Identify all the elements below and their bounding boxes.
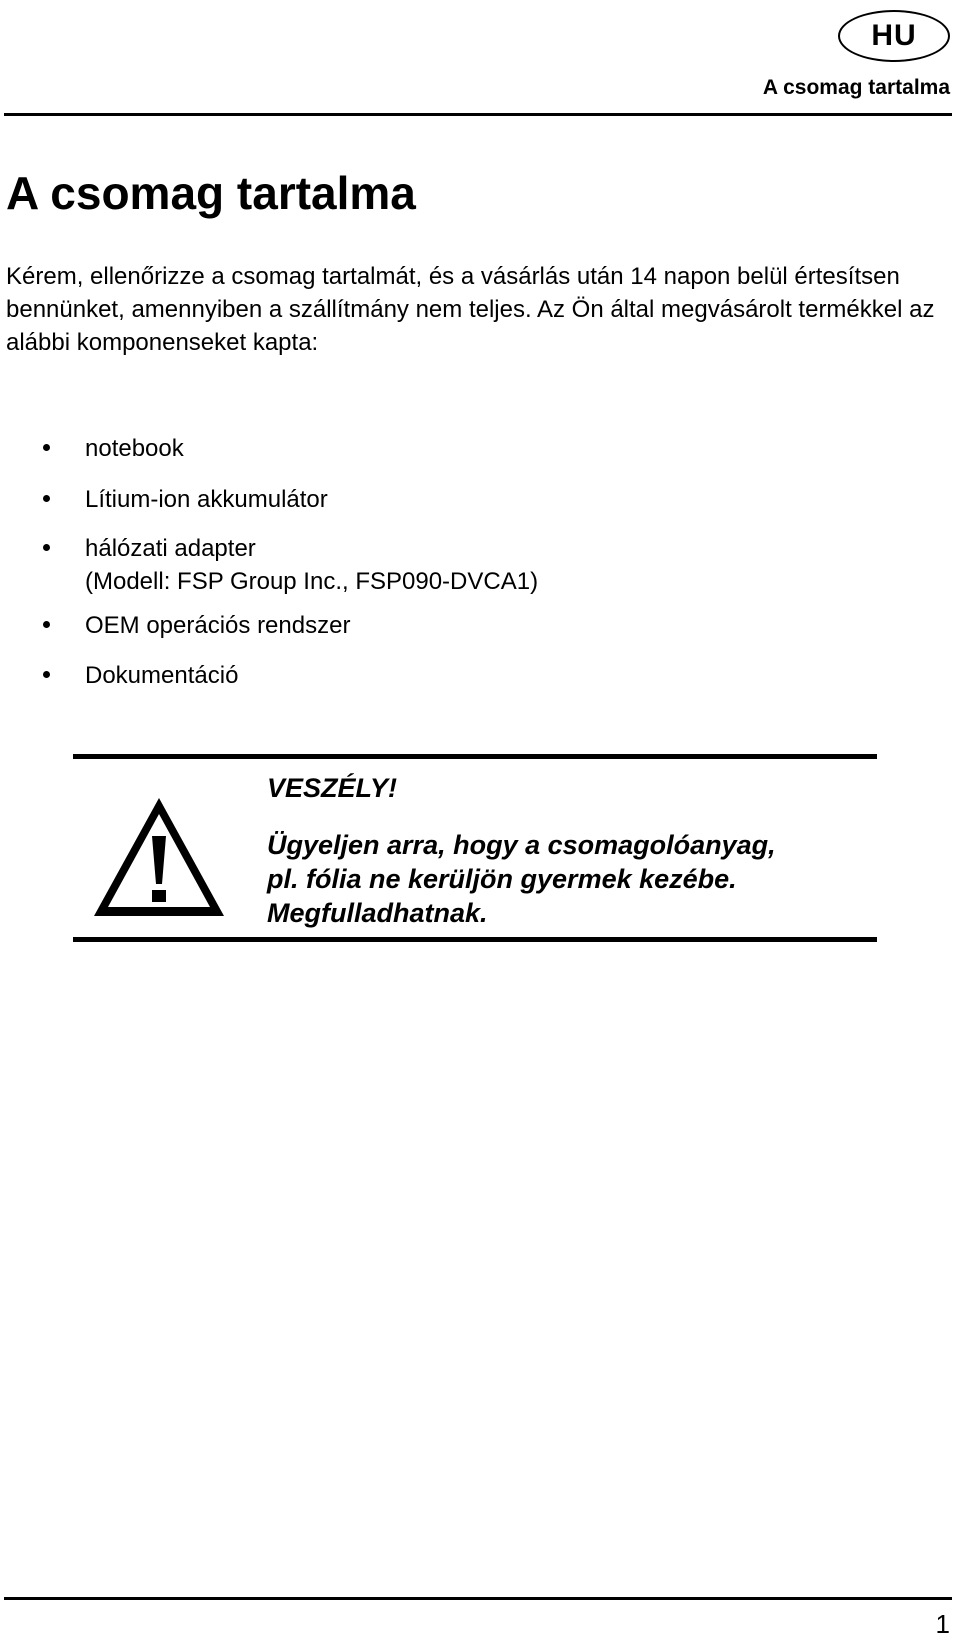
warning-bottom-rule xyxy=(73,937,877,942)
list-item xyxy=(0,659,960,692)
warning-triangle-icon xyxy=(88,792,230,922)
warning-top-rule xyxy=(73,754,877,759)
warning-line: Megfulladhatnak. xyxy=(267,898,488,928)
warning-text xyxy=(267,828,867,930)
list-item-label: hálózati adapter xyxy=(85,535,256,562)
warning-line: pl. fólia ne kerüljön gyermek kezébe. xyxy=(267,864,737,894)
list-item-label: notebook xyxy=(85,435,184,462)
list-item-label: Lítium-ion akkumulátor xyxy=(85,486,328,513)
warning-heading: VESZÉLY! xyxy=(267,773,398,803)
list-item-label: OEM operációs rendszer xyxy=(85,612,351,639)
bullet-icon xyxy=(43,621,50,628)
bullet-icon xyxy=(43,495,50,502)
list-item xyxy=(0,532,960,598)
intro-paragraph: Kérem, ellenőrizze a csomag tartalmát, és a vásárlás után 14 napon belül értesítsen bennünket, amennyiben a szállítmány nem teljes. Az Ön által megvásárolt termékkel az alábbi komponenseket kapta: xyxy=(6,263,935,356)
list-item-label: Dokumentáció xyxy=(85,662,239,689)
package-contents-list xyxy=(0,432,960,692)
page-number: 1 xyxy=(935,1609,950,1639)
list-item-model: (Modell: FSP Group Inc., FSP090-DVCA1) xyxy=(85,568,539,595)
list-item xyxy=(0,609,960,642)
page-title: A csomag tartalma xyxy=(6,167,416,219)
bullet-icon xyxy=(43,671,50,678)
warning-line: Ügyeljen arra, hogy a csomagolóanyag, xyxy=(267,830,776,860)
bullet-icon xyxy=(43,444,50,451)
list-item xyxy=(0,483,960,516)
header-divider xyxy=(4,113,952,116)
footer-divider xyxy=(4,1597,952,1600)
language-badge: HU xyxy=(838,10,950,62)
bullet-icon xyxy=(43,544,50,551)
running-header-title: A csomag tartalma xyxy=(762,76,950,99)
list-item xyxy=(0,432,960,465)
